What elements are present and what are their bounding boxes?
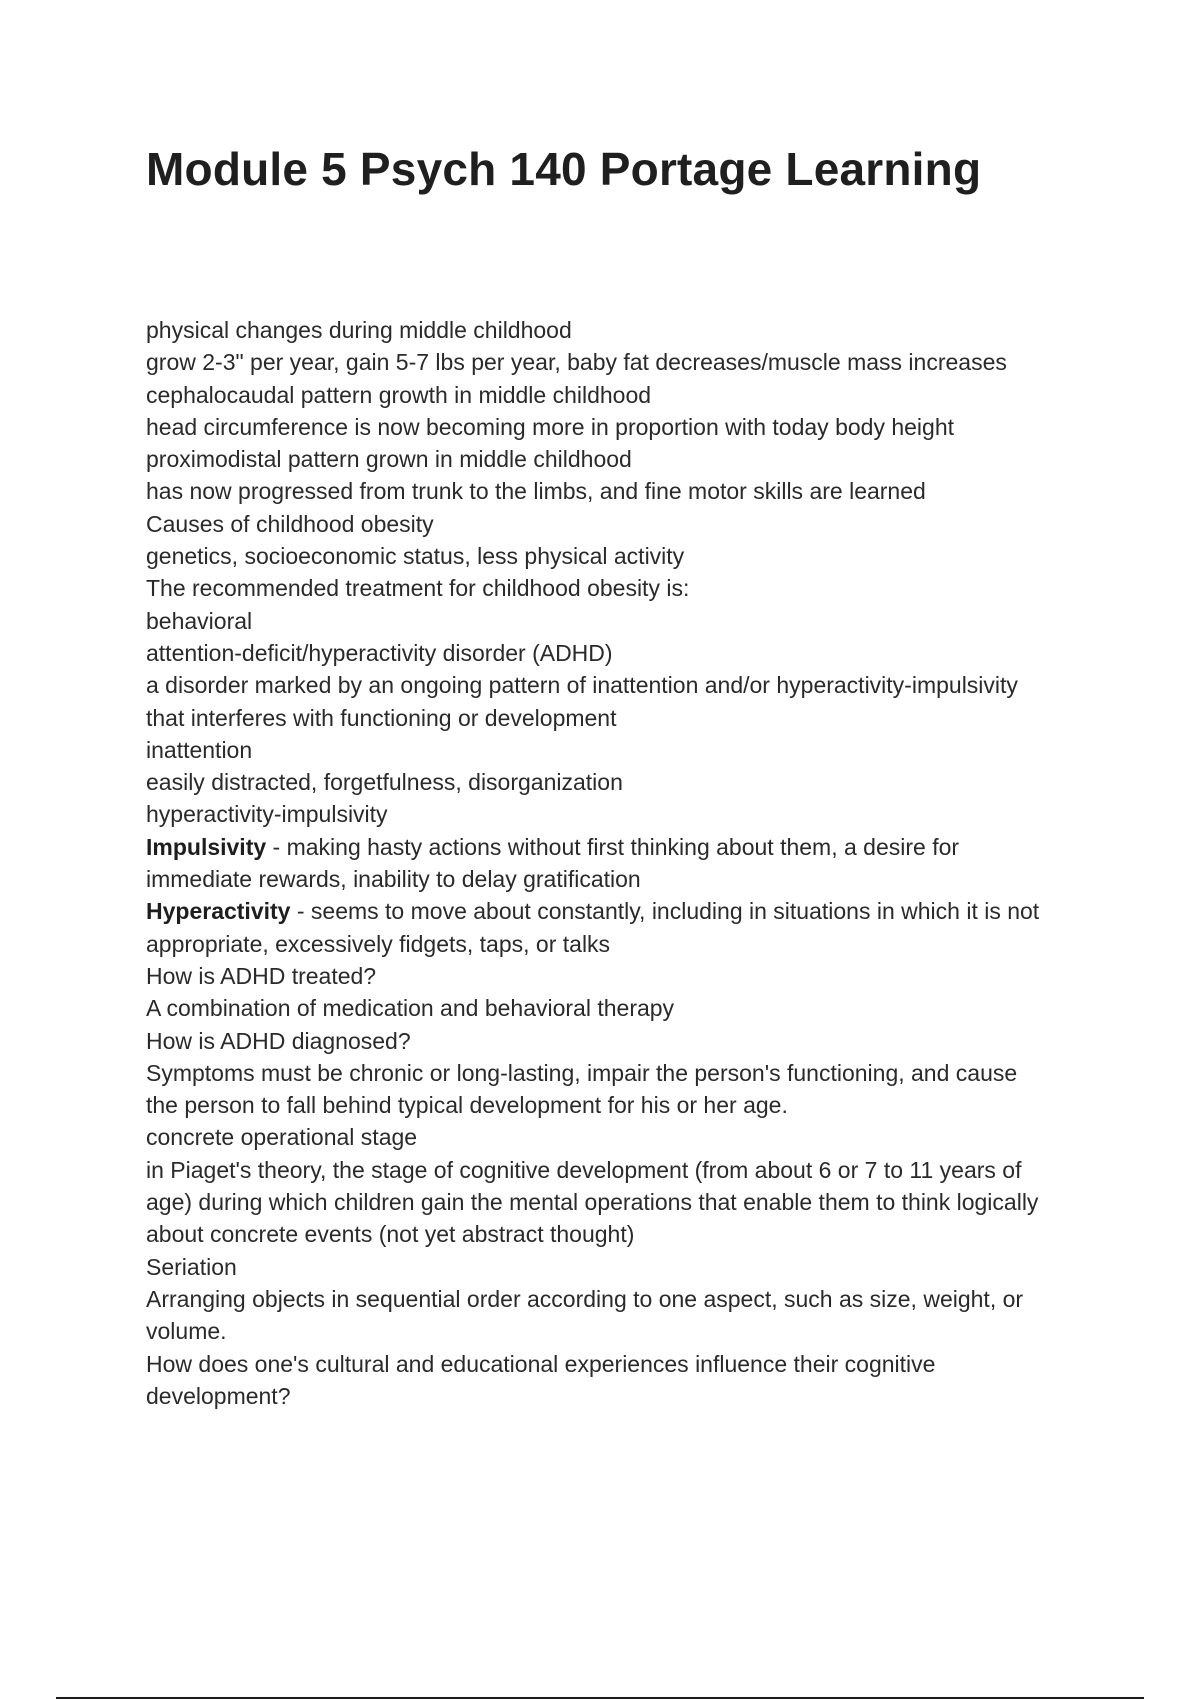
text-line: The recommended treatment for childhood obesity is: [146,575,690,602]
impulsivity-definition: - making hasty actions without first thinking about them, a desire for [266,833,960,860]
text-line: How is ADHD diagnosed? [146,1027,411,1054]
impulsivity-definition-line [146,831,1106,863]
document-body [146,314,1106,1412]
text-line: that interferes with functioning or development [146,704,617,731]
text-line: attention-deficit/hyperactivity disorder (ADHD) [146,639,613,666]
text-line: in Piaget's theory, the stage of cognitive development (from about 6 or 7 to 11 years of [146,1156,1022,1183]
text-line: age) during which children gain the mental operations that enable them to think logically [146,1189,1039,1216]
text-line: physical changes during middle childhood [146,317,572,343]
text-line: Seriation [146,1253,237,1280]
text-line: cephalocaudal pattern growth in middle childhood [146,381,652,408]
text-line: A combination of medication and behavioral therapy [146,995,675,1022]
text-line: about concrete events (not yet abstract thought) [146,1221,635,1248]
text-line: Arranging objects in sequential order according to one aspect, such as size, weight, or [146,1285,1024,1312]
impulsivity-term: Impulsivity [146,833,267,860]
hyperactivity-term: Hyperactivity [146,898,291,925]
text-line: head circumference is now becoming more in proportion with today body height [146,413,954,440]
text-line: hyperactivity-impulsivity [146,801,388,828]
text-line: concrete operational stage [146,1124,418,1151]
text-line: a disorder marked by an ongoing pattern of inattention and/or hyperactivity-impulsivity [146,672,1018,699]
text-line: easily distracted, forgetfulness, disorganization [146,769,623,796]
text-line: immediate rewards, inability to delay gratification [146,866,641,893]
text-line: appropriate, excessively fidgets, taps, or talks [146,930,611,957]
text-line: genetics, socioeconomic status, less physical activity [146,543,685,570]
text-line: development? [146,1382,291,1409]
text-line: Symptoms must be chronic or long-lasting, impair the person's functioning, and cause [146,1059,1018,1086]
hyperactivity-definition: - seems to move about constantly, including in situations in which it is not [290,898,1040,925]
page-title: Module 5 Psych 140 Portage Learning [146,143,982,195]
text-line: How does one's cultural and educational experiences influence their cognitive [146,1350,936,1377]
text-line: inattention [146,736,253,763]
text-line: behavioral [146,607,253,634]
text-line: volume. [146,1318,227,1345]
text-line: proximodistal pattern grown in middle childhood [146,446,632,473]
text-line: the person to fall behind typical development for his or her age. [146,1092,788,1119]
footer-divider [56,1697,1144,1699]
text-line: grow 2-3" per year, gain 5-7 lbs per year, baby fat decreases/muscle mass increases [146,349,1007,376]
text-line: has now progressed from trunk to the limbs, and fine motor skills are learned [146,478,926,505]
hyperactivity-definition-line [146,895,1106,927]
text-line: How is ADHD treated? [146,962,377,989]
text-line: Causes of childhood obesity [146,510,434,537]
